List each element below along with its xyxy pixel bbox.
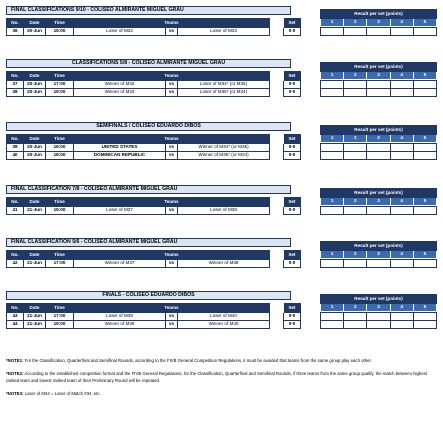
set-number: 2 xyxy=(344,304,367,312)
header-date: Date xyxy=(24,304,46,313)
row-gap xyxy=(270,313,284,321)
result-cell xyxy=(367,321,390,329)
team-2: Loser of M33 xyxy=(178,28,270,36)
result-cell xyxy=(344,260,367,268)
result-per-set-title: Result per set (points) xyxy=(321,126,437,135)
team-1: Winner of M39 xyxy=(74,321,166,329)
header-time: Time xyxy=(46,251,74,260)
header-date: Date xyxy=(24,251,46,260)
result-cell xyxy=(321,152,344,160)
notes-block xyxy=(6,358,437,404)
header-set: Set xyxy=(284,304,301,313)
match-date: 21-Jun xyxy=(24,313,46,321)
set-number: 5 xyxy=(413,19,436,27)
header-set: Set xyxy=(284,72,301,81)
result-grid xyxy=(320,312,437,329)
vs-label: vs xyxy=(166,81,178,89)
header-teams: Teams xyxy=(74,304,270,313)
set-number: 4 xyxy=(390,72,413,80)
set-number: 3 xyxy=(367,304,390,312)
set-score: 0-0 xyxy=(284,144,301,152)
set-score: 0-0 xyxy=(284,321,301,329)
table-header-row xyxy=(7,198,301,207)
result-cell xyxy=(344,321,367,329)
header-teams: Teams xyxy=(74,19,270,28)
set-score: 0-0 xyxy=(284,207,301,215)
match-date: 20-Jun xyxy=(24,89,46,97)
match-row xyxy=(7,207,301,215)
header-set: Set xyxy=(284,198,301,207)
result-cell xyxy=(390,144,413,152)
result-cell xyxy=(321,207,344,215)
section-title: FINAL CLASSIFICATIONS 9/10 - COLISEO ALMIRANTE MIGUEL GRAU xyxy=(6,6,291,15)
result-header xyxy=(320,294,437,312)
set-number: 5 xyxy=(413,72,436,80)
result-grid xyxy=(320,27,437,36)
set-number: 3 xyxy=(367,135,390,143)
match-row xyxy=(7,152,301,160)
result-header xyxy=(320,125,437,143)
result-per-set-title: Result per set (points) xyxy=(321,242,437,251)
result-cell xyxy=(413,28,436,36)
match-table xyxy=(6,71,301,97)
note xyxy=(6,358,437,364)
match-row xyxy=(7,144,301,152)
header-no: No. xyxy=(7,19,24,28)
result-cell xyxy=(367,89,390,97)
result-grid xyxy=(320,80,437,97)
set-number-row xyxy=(321,72,437,80)
team-2: Loser of M38 xyxy=(178,207,270,215)
match-time: 16:00 xyxy=(46,144,74,152)
result-cell xyxy=(367,260,390,268)
set-number: 4 xyxy=(390,19,413,27)
match-row xyxy=(7,89,301,97)
set-score: 0-0 xyxy=(284,28,301,36)
row-gap xyxy=(270,144,284,152)
header-set: Set xyxy=(284,251,301,260)
set-score: 0-0 xyxy=(284,89,301,97)
result-cell xyxy=(321,260,344,268)
table-header-row xyxy=(7,135,301,144)
set-number: 5 xyxy=(413,251,436,259)
set-number: 3 xyxy=(367,198,390,206)
match-date: 20-Jun xyxy=(24,152,46,160)
team-2: Winner of M40 xyxy=(178,321,270,329)
match-table xyxy=(6,134,301,160)
result-cell xyxy=(413,321,436,329)
result-cell xyxy=(367,144,390,152)
result-cell xyxy=(344,313,367,321)
team-2: Loser of M40 xyxy=(178,313,270,321)
team-2: Winner of M34* (or M35) xyxy=(178,144,270,152)
set-number: 1 xyxy=(321,19,344,27)
result-row xyxy=(321,260,437,268)
result-cell xyxy=(390,207,413,215)
header-gap xyxy=(270,198,284,207)
result-header xyxy=(320,62,437,80)
match-number: 39 xyxy=(7,144,24,152)
team-1: Loser of M37 xyxy=(74,207,166,215)
result-cell xyxy=(321,144,344,152)
match-time: 19:00 xyxy=(46,89,74,97)
match-time: 17:00 xyxy=(46,81,74,89)
match-number: 38 xyxy=(7,89,24,97)
schedule-section xyxy=(6,185,437,222)
header-gap xyxy=(270,19,284,28)
result-header xyxy=(320,188,437,206)
result-cell xyxy=(390,260,413,268)
note-text: Loser of M34 = Loser of Match #34, etc. xyxy=(23,390,101,396)
set-number: 1 xyxy=(321,251,344,259)
set-score: 0-0 xyxy=(284,260,301,268)
match-date: 20-Jun xyxy=(24,81,46,89)
result-cell xyxy=(344,81,367,89)
section-title: SEMIFINALS / COLISEO EDUARDO DIBOS xyxy=(6,122,291,131)
match-time: 18:00 xyxy=(46,152,74,160)
result-row xyxy=(321,81,437,89)
set-number: 2 xyxy=(344,19,367,27)
team-1: Loser of M32 xyxy=(74,28,166,36)
result-cell xyxy=(321,321,344,329)
table-header-row xyxy=(7,19,301,28)
vs-label: vs xyxy=(166,28,178,36)
header-date: Date xyxy=(24,135,46,144)
row-gap xyxy=(270,89,284,97)
set-number: 5 xyxy=(413,135,436,143)
match-time: 15:00 xyxy=(46,28,74,36)
team-2: Loser of M34* (or M35) xyxy=(178,81,270,89)
header-time: Time xyxy=(46,19,74,28)
header-set: Set xyxy=(284,19,301,28)
team-2: Winner of M38 xyxy=(178,260,270,268)
note-label: *NOTE1: xyxy=(6,358,24,363)
match-row xyxy=(7,321,301,329)
header-time: Time xyxy=(46,198,74,207)
match-number: 37 xyxy=(7,81,24,89)
team-1: Winner of M32 xyxy=(74,81,166,89)
set-number: 2 xyxy=(344,135,367,143)
team-1: DOMINICAN REPUBLIC xyxy=(74,152,166,160)
result-per-set-title: Result per set (points) xyxy=(321,10,437,19)
team-1: Loser of M39 xyxy=(74,313,166,321)
team-1: Winner of M37 xyxy=(74,260,166,268)
header-gap xyxy=(270,304,284,313)
set-number: 4 xyxy=(390,251,413,259)
result-cell xyxy=(367,207,390,215)
result-cell xyxy=(321,313,344,321)
result-grid xyxy=(320,259,437,268)
result-cell xyxy=(344,144,367,152)
set-number: 4 xyxy=(390,135,413,143)
result-cell xyxy=(413,207,436,215)
result-per-set-title: Result per set (points) xyxy=(321,63,437,72)
set-number: 1 xyxy=(321,304,344,312)
vs-label: vs xyxy=(166,144,178,152)
header-set: Set xyxy=(284,135,301,144)
section-title: FINAL CLASSIFICATION 5/6 - COLISEO ALMIRANTE MIGUEL GRAU xyxy=(6,238,291,247)
header-gap xyxy=(270,72,284,81)
set-number-row xyxy=(321,19,437,27)
result-row xyxy=(321,28,437,36)
result-grid xyxy=(320,206,437,215)
set-score: 0-0 xyxy=(284,313,301,321)
set-number: 2 xyxy=(344,198,367,206)
vs-label: vs xyxy=(166,207,178,215)
match-row xyxy=(7,28,301,36)
note xyxy=(6,391,437,397)
set-number-row xyxy=(321,135,437,143)
match-date: 21-Jun xyxy=(24,260,46,268)
result-cell xyxy=(344,152,367,160)
result-row xyxy=(321,313,437,321)
result-cell xyxy=(367,81,390,89)
header-no: No. xyxy=(7,198,24,207)
set-number: 3 xyxy=(367,19,390,27)
match-time: 17:00 xyxy=(46,260,74,268)
row-gap xyxy=(270,207,284,215)
match-number: 41 xyxy=(7,207,24,215)
set-number: 3 xyxy=(367,251,390,259)
result-cell xyxy=(321,81,344,89)
result-cell xyxy=(413,144,436,152)
match-number: 43 xyxy=(7,313,24,321)
note-label: *NOTE3: xyxy=(6,390,24,396)
match-number: 36 xyxy=(7,28,24,36)
result-cell xyxy=(390,89,413,97)
table-header-row xyxy=(7,251,301,260)
row-gap xyxy=(270,321,284,329)
header-date: Date xyxy=(24,19,46,28)
match-table xyxy=(6,18,301,36)
match-date: 21-Jun xyxy=(24,207,46,215)
result-row xyxy=(321,152,437,160)
set-number: 1 xyxy=(321,198,344,206)
result-row xyxy=(321,89,437,97)
team-1: UNITED STATES xyxy=(74,144,166,152)
header-time: Time xyxy=(46,72,74,81)
result-grid xyxy=(320,143,437,160)
section-title: CLASSIFICATIONS 5/8 - COLISEO ALMIRANTE MIGUEL GRAU xyxy=(6,59,291,68)
section-title: FINAL CLASSIFICATION 7/8 - COLISEO ALMIRANTE MIGUEL GRAU xyxy=(6,185,291,194)
match-row xyxy=(7,81,301,89)
result-header xyxy=(320,241,437,259)
result-per-set-title: Result per set (points) xyxy=(321,189,437,198)
result-cell xyxy=(390,321,413,329)
match-number: 42 xyxy=(7,260,24,268)
result-per-set-title: Result per set (points) xyxy=(321,295,437,304)
result-cell xyxy=(367,313,390,321)
header-time: Time xyxy=(46,135,74,144)
vs-label: vs xyxy=(166,260,178,268)
header-time: Time xyxy=(46,304,74,313)
set-number: 1 xyxy=(321,72,344,80)
schedule-section xyxy=(6,291,437,336)
result-row xyxy=(321,321,437,329)
set-score: 0-0 xyxy=(284,152,301,160)
row-gap xyxy=(270,260,284,268)
set-number-row xyxy=(321,198,437,206)
match-table xyxy=(6,197,301,215)
result-header xyxy=(320,9,437,27)
set-number: 1 xyxy=(321,135,344,143)
row-gap xyxy=(270,152,284,160)
team-2: Loser of M35* (or M34) xyxy=(178,89,270,97)
match-table xyxy=(6,250,301,268)
match-time: 17:00 xyxy=(46,313,74,321)
header-teams: Teams xyxy=(74,72,270,81)
set-number: 2 xyxy=(344,251,367,259)
set-number: 4 xyxy=(390,198,413,206)
header-date: Date xyxy=(24,72,46,81)
result-cell xyxy=(344,28,367,36)
result-cell xyxy=(367,152,390,160)
note-text: According to the established competition format and the FIVB General Regulations, for the Classification, Quarterfinal and Semifinal Rounds, if three teams from the same group qualify, the match between highest ranked team and lowest ranked team of their Preliminary Round will be repeated. xyxy=(6,371,428,383)
row-gap xyxy=(270,28,284,36)
row-gap xyxy=(270,81,284,89)
schedule-section xyxy=(6,59,437,104)
header-teams: Teams xyxy=(74,135,270,144)
header-no: No. xyxy=(7,72,24,81)
note xyxy=(6,371,437,384)
set-number: 5 xyxy=(413,198,436,206)
match-row xyxy=(7,313,301,321)
result-cell xyxy=(413,260,436,268)
match-row xyxy=(7,260,301,268)
result-cell xyxy=(413,81,436,89)
result-row xyxy=(321,207,437,215)
vs-label: vs xyxy=(166,89,178,97)
result-cell xyxy=(390,28,413,36)
header-teams: Teams xyxy=(74,198,270,207)
table-header-row xyxy=(7,304,301,313)
header-date: Date xyxy=(24,198,46,207)
match-time: 15:00 xyxy=(46,207,74,215)
result-cell xyxy=(413,89,436,97)
header-no: No. xyxy=(7,304,24,313)
set-number: 5 xyxy=(413,304,436,312)
header-gap xyxy=(270,135,284,144)
match-time: 19:00 xyxy=(46,321,74,329)
match-date: 21-Jun xyxy=(24,321,46,329)
header-no: No. xyxy=(7,135,24,144)
result-cell xyxy=(390,81,413,89)
result-cell xyxy=(344,207,367,215)
schedule-section xyxy=(6,122,437,167)
schedule-section xyxy=(6,238,437,275)
header-no: No. xyxy=(7,251,24,260)
result-cell xyxy=(390,313,413,321)
note-label: *NOTE2: xyxy=(6,371,24,377)
set-score: 0-0 xyxy=(284,81,301,89)
header-gap xyxy=(270,251,284,260)
note-text: For the Classification, Quarterfinal and Semifinal Rounds, according to the FIVB General Competition Regulations, it must be avoided that teams from the same group play each other. xyxy=(23,358,372,363)
set-number: 2 xyxy=(344,72,367,80)
match-date: 20-Jun xyxy=(24,28,46,36)
match-table xyxy=(6,303,301,329)
vs-label: vs xyxy=(166,321,178,329)
table-header-row xyxy=(7,72,301,81)
result-cell xyxy=(321,89,344,97)
match-number: 40 xyxy=(7,152,24,160)
team-1: Winner of M33 xyxy=(74,89,166,97)
vs-label: vs xyxy=(166,313,178,321)
set-number-row xyxy=(321,251,437,259)
header-teams: Teams xyxy=(74,251,270,260)
result-cell xyxy=(367,28,390,36)
vs-label: vs xyxy=(166,152,178,160)
set-number: 4 xyxy=(390,304,413,312)
result-cell xyxy=(344,89,367,97)
match-number: 44 xyxy=(7,321,24,329)
schedule-section xyxy=(6,6,437,43)
team-2: Winner of M35* (or M34) xyxy=(178,152,270,160)
match-date: 20-Jun xyxy=(24,144,46,152)
result-row xyxy=(321,144,437,152)
section-title: FINALS - COLISEO EDUARDO DIBOS xyxy=(6,291,291,300)
result-cell xyxy=(321,28,344,36)
result-cell xyxy=(413,152,436,160)
result-cell xyxy=(390,152,413,160)
set-number: 3 xyxy=(367,72,390,80)
set-number-row xyxy=(321,304,437,312)
result-cell xyxy=(413,313,436,321)
